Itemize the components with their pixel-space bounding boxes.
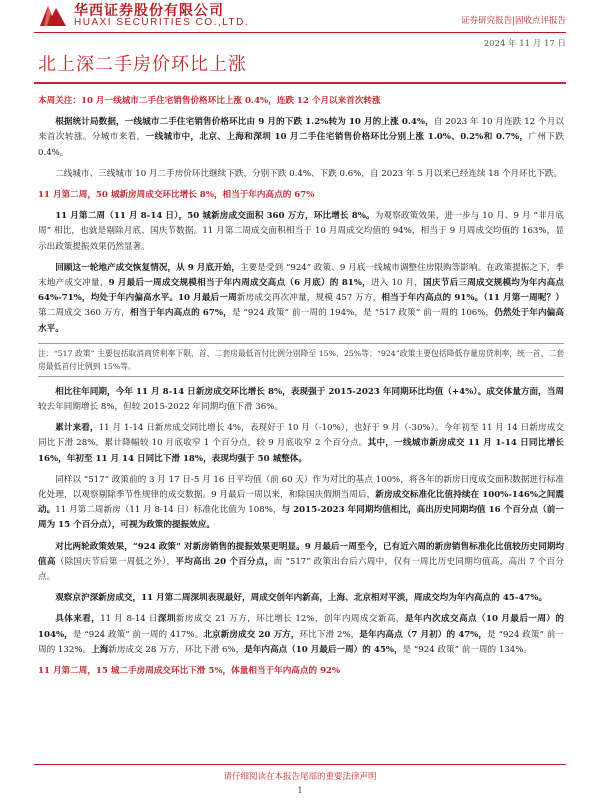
report-date: 2024 年 11 月 17 日: [483, 39, 566, 49]
report-type-tag: 证券研究报告|固收点评报告: [461, 16, 566, 26]
legal-notice: 请仔细阅读在本报告尾部的重要法律声明: [223, 772, 377, 782]
body-paragraph: 二线城市、三线城市 10 月二手房价环比继续下跌，分别下跌 0.4%、下跌 0.6%，自 2023 年 5 月以来已经连续 18 个月环比下跌。: [55, 168, 563, 179]
report-header: [0, 0, 600, 38]
header-divider: [34, 32, 566, 33]
body-paragraph: 观察京沪深新房成交，11 月第二周深圳表现最好，周成交创年内新高，上海、北京相对平淡，周成交均为年内高点的 45-47%。: [55, 593, 548, 604]
section-heading: 本周关注：10 月一线城市二手住宅销售价格环比上涨 0.4%，连跌 12 个月以来首次转涨: [38, 96, 381, 106]
body-paragraph: 回顾这一轮地产成交恢复情况，从 9 月底开始，主要是受到 “924” 政策、9 月底一线城市调整住房限购等影响。在政策提振之下，季末地产成交冲量，9 月最后一周成交规模相当于年内周成交高点（6 月底）的 81%，进入 10 月，国庆节后三周成交规模均为年内高点 64%-71%，均处于年内偏高水平。10 月最后一周新房成交再次冲量，规模 457 万方，相当于年内高点的 91%。（11 月第一周呢？）第二周成交 360 万方，相当于年内高点的 67%，是 “924 政策” 前一周的 194%，是 “517 政策” 前一周的 106%，仍然处于年内偏高水平。: [38, 262, 564, 334]
section-heading: 11 月第二周，50 城新房周成交环比增长 8%，相当于年内高点的 67%: [38, 190, 315, 201]
title-divider: [34, 82, 566, 84]
body-paragraph: 同样以 “517” 政策前的 3 月 17 日-5 月 16 日平均值（前 60 天）作为对比的基点 100%，将各年的新房日度成交面积数据进行标准化处理，以观察剔除季节性规律的成交数据。9 月最后一周以来，和除国庆假期当周后，新房成交标准化比值持续在 100%-146%之间震动。11 月第二周新房（11 月 8-14 日）标准化比值为 108%，与 2015-2023 年同期均值相比，高出历史同期均值 16 个百分点（前一周为 15 个百分点），可视为政策的提振效应。: [38, 474, 564, 531]
body-paragraph: 相比往年同期，今年 11 月 8-14 日新房成交环比增长 8%，表现强于 2015-2023 年同期环比均值（+4%）。成交体量方面，当周较去年同期增长 8%，但较 2015-2022 年同期均值下滑 36%。: [38, 386, 564, 413]
body-paragraph: 11 月第二周（11 月 8-14 日），50 城新房成交面积 360 万方，环比增长 8%。为观察政策效果，进一步与 10 月、9 月 “非月底周” 相比，也就是剔除月底、国庆节数据。11 月第二周成交面积相当于 10 月周成交均值的 94%，相当于 9 月周成交均值的 163%，显示出政策提振效果仍然显著。: [38, 211, 564, 252]
company-name-en: HUAXI SECURITIES CO.,LTD.: [74, 17, 250, 28]
body-paragraph: 对比两轮政策效果，“924 政策” 对新房销售的提振效果更明显。9 月最后一周至今，已有近六周的新房销售标准化比值较历史同期均值高（除国庆节后第一周低之外），平均高出 20 个百分点，而 “517” 政策出台后六周中，仅有一周比历史同期均值高，高出 7 个百分点。: [38, 541, 564, 583]
body-paragraph: 根据统计局数据，一线城市二手住宅销售价格环比由 9 月的下跌 1.2%转为 10 月的上涨 0.4%，自 2023 年 10 月连跌 12 个月以来首次转涨。分城市来看，一线城市中，北京、上海和深圳 10 月二手住宅销售价格环比分别上涨 1.0%、0.2%和 0.7%，广州下跌 0.4%。: [38, 117, 565, 158]
page-number: 1: [297, 786, 303, 795]
body-paragraph: 累计来看，11 月 1-14 日新房成交同比增长 4%，表现好于 10 月（-10%），也好于 9 月（-30%）。今年初至 11 月 14 日新房成交同比下滑 28%，累计降幅较 10 月底收窄 1 个百分点，较 9 月底收窄 2 个百分点。其中，一线城市新房成交 11 月 1-14 日同比增长 16%，年初至 11 月 14 日同比下滑 18%，表现均强于 50 城整体。: [38, 423, 565, 464]
company-name-cn: 华西证券股份有限公司: [74, 3, 224, 19]
section-heading: 11 月第二周，15 城二手房周成交环比下滑 5%，体量相当于年内高点的 92%: [38, 666, 341, 677]
huaxi-logo-icon: [38, 2, 68, 28]
footer-divider: [34, 764, 566, 765]
body-paragraph: 具体来看，11 月 8-14 日深圳新房成交 21 万方，环比增长 12%，创年内周成交新高，是年内次成交高点（10 月最后一周）的 104%，是 “924 政策” 前一周的 417%。北京新房成交 20 万方，环比下滑 2%，是年内高点（7 月初）的 47%，是 “924 政策” 前一周的 132%。上海新房成交 28 万方，环比下滑 6%，是年内高点（10 月最后一周）的 45%，是 “924 政策” 前一周的 134%。: [38, 614, 564, 655]
report-title: 北上深二手房价环比上涨: [38, 54, 247, 75]
policy-note: 注：“517 政策” 主要包括取消商贷利率下限，首、二套房最低首付比例分别降至 15%、25%等；“924”政策主要包括降低存量房贷利率，统一首、二套房最低首付比例到 15%等。: [38, 343, 564, 377]
report-body: [38, 94, 564, 685]
